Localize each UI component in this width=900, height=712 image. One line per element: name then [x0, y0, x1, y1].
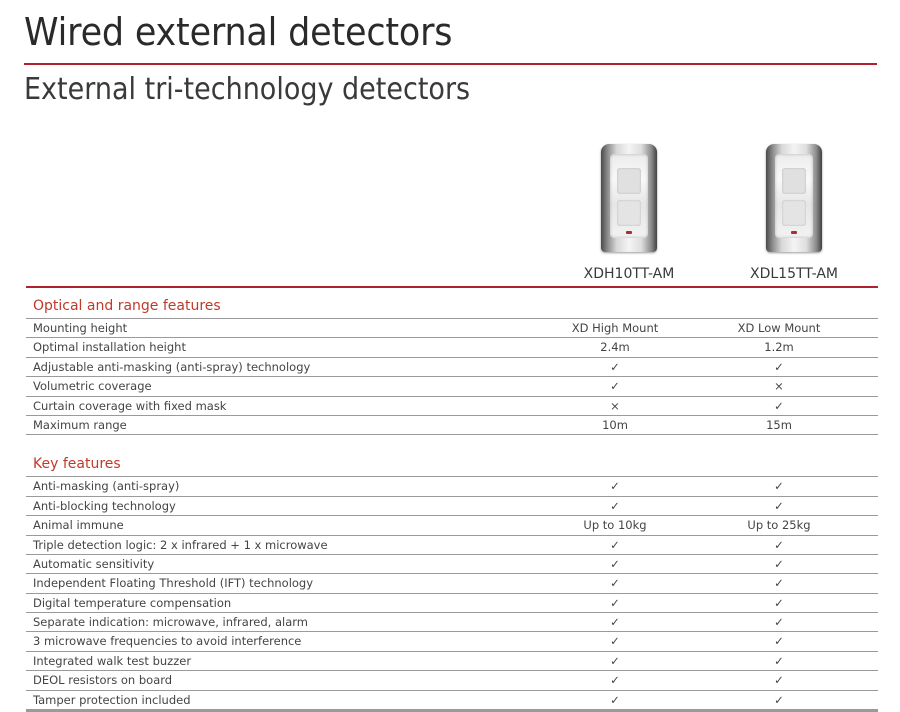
- detector-image: [601, 144, 657, 252]
- value-xdl15tt-am: 15m: [766, 417, 792, 432]
- feature-label: Integrated walk test buzzer: [33, 653, 192, 668]
- feature-label: DEOL resistors on board: [33, 673, 173, 688]
- value-xdh10tt-am: ✓: [610, 653, 620, 668]
- product-model-label: XDL15TT-AM: [750, 266, 838, 282]
- value-xdh10tt-am: ✓: [610, 359, 620, 374]
- table-row: [26, 574, 878, 593]
- feature-label: Automatic sensitivity: [33, 556, 155, 571]
- value-xdl15tt-am: 1.2m: [764, 340, 794, 355]
- table-row: [26, 497, 878, 516]
- feature-label: Independent Floating Threshold (IFT) technology: [33, 576, 314, 591]
- value-xdh10tt-am: ✓: [610, 498, 620, 513]
- value-xdh10tt-am: ✓: [610, 479, 620, 494]
- value-xdl15tt-am: ✓: [774, 398, 784, 413]
- table-row: [26, 613, 878, 632]
- detector-image: [766, 144, 822, 252]
- table-row: [26, 594, 878, 613]
- value-xdh10tt-am: ✓: [610, 556, 620, 571]
- table-row: [26, 358, 878, 377]
- value-xdh10tt-am: ×: [610, 398, 620, 413]
- product-xdh10tt-am: [569, 140, 689, 282]
- value-xdh10tt-am: ✓: [610, 537, 620, 552]
- page-title: Wired external detectors: [24, 10, 453, 54]
- spec-table: [26, 286, 878, 712]
- value-xdh10tt-am: ✓: [610, 595, 620, 610]
- value-xdl15tt-am: ✓: [774, 595, 784, 610]
- value-xdh10tt-am: ✓: [610, 692, 620, 707]
- value-xdh10tt-am: Up to 10kg: [583, 518, 647, 533]
- value-xdl15tt-am: XD Low Mount: [737, 321, 821, 335]
- value-xdl15tt-am: ✓: [774, 359, 784, 374]
- product-xdl15tt-am: [734, 140, 854, 282]
- table-row: [26, 652, 878, 671]
- feature-label: Anti-masking (anti-spray): [33, 479, 180, 494]
- table-row: [26, 516, 878, 535]
- feature-label: Curtain coverage with fixed mask: [33, 398, 227, 413]
- feature-label: 3 microwave frequencies to avoid interference: [33, 634, 302, 649]
- title-divider: [24, 63, 877, 65]
- feature-label: Tamper protection included: [33, 692, 191, 707]
- value-xdl15tt-am: ✓: [774, 479, 784, 494]
- value-xdl15tt-am: ✓: [774, 537, 784, 552]
- value-xdl15tt-am: ✓: [774, 634, 784, 649]
- table-row: [26, 397, 878, 416]
- table-top-rule: [26, 286, 878, 288]
- feature-label: Maximum range: [33, 417, 127, 432]
- value-xdl15tt-am: ✓: [774, 556, 784, 571]
- value-xdh10tt-am: ✓: [610, 615, 620, 630]
- value-xdl15tt-am: ✓: [774, 692, 784, 707]
- feature-label: Digital temperature compensation: [33, 595, 232, 610]
- table-row: [26, 377, 878, 396]
- value-xdl15tt-am: ✓: [774, 615, 784, 630]
- value-xdl15tt-am: Up to 25kg: [747, 518, 811, 533]
- value-xdh10tt-am: ✓: [610, 673, 620, 688]
- table-row: [26, 632, 878, 651]
- table-row: [26, 691, 878, 710]
- table-row: [26, 477, 878, 496]
- table-row: [26, 416, 878, 435]
- value-xdh10tt-am: ✓: [610, 379, 620, 394]
- value-xdh10tt-am: XD High Mount: [571, 321, 659, 335]
- feature-label: Volumetric coverage: [33, 379, 152, 394]
- feature-label: Triple detection logic: 2 x infrared + 1 x microwave: [33, 537, 328, 552]
- feature-label: Mounting height: [33, 321, 128, 335]
- value-xdh10tt-am: ✓: [610, 634, 620, 649]
- value-xdl15tt-am: ✓: [774, 653, 784, 668]
- table-row: [26, 536, 878, 555]
- section-heading: Optical and range features: [26, 290, 878, 319]
- table-row: [26, 319, 878, 338]
- value-xdh10tt-am: 10m: [602, 417, 628, 432]
- value-xdl15tt-am: ×: [774, 379, 784, 394]
- product-model-label: XDH10TT-AM: [583, 266, 675, 282]
- table-row: [26, 671, 878, 690]
- value-xdl15tt-am: ✓: [774, 673, 784, 688]
- feature-label: Anti-blocking technology: [33, 498, 176, 513]
- feature-label: Optimal installation height: [33, 340, 186, 355]
- value-xdh10tt-am: 2.4m: [600, 340, 630, 355]
- table-row: [26, 555, 878, 574]
- feature-label: Separate indication: microwave, infrared, alarm: [33, 615, 309, 630]
- section-heading: Key features: [26, 448, 878, 477]
- feature-label: Adjustable anti-masking (anti-spray) technology: [33, 359, 311, 374]
- value-xdh10tt-am: ✓: [610, 576, 620, 591]
- page-subtitle: External tri-technology detectors: [24, 72, 471, 107]
- table-row: [26, 338, 878, 357]
- value-xdl15tt-am: ✓: [774, 576, 784, 591]
- feature-label: Animal immune: [33, 518, 124, 533]
- value-xdl15tt-am: ✓: [774, 498, 784, 513]
